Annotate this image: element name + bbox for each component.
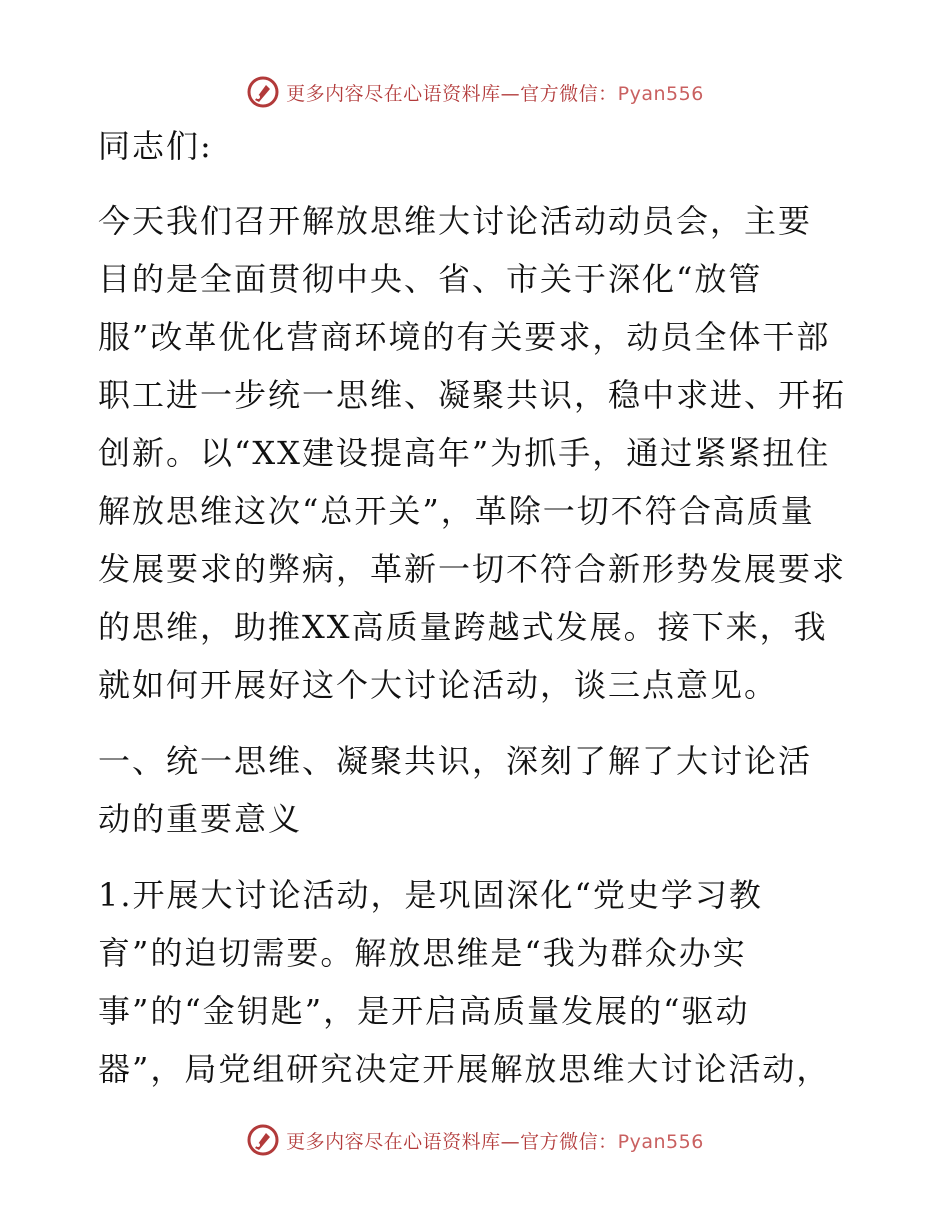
text-line: 发展要求的弊病，革新一切不符合新形势发展要求 <box>98 550 847 588</box>
text-line: 目的是全面贯彻中央、省、市关于深化“放管 <box>98 260 763 298</box>
text-line: 事”的“金钥匙”，是开启高质量发展的“驱动 <box>98 992 750 1030</box>
text-line: 器”，局党组研究决定开展解放思维大讨论活动， <box>98 1050 831 1088</box>
text-line: 的思维，助推XX高质量跨越式发展。接下来，我 <box>98 608 828 646</box>
text-line: 服”改革优化营商环境的有关要求，动员全体干部 <box>98 318 831 356</box>
text-line: 就如何开展好这个大讨论活动，谈三点意见。 <box>98 666 779 704</box>
text-line: 育”的迫切需要。解放思维是“我为群众办实 <box>98 934 747 972</box>
text-line: 创新。以“XX建设提高年”为抓手，通过紧紧扭住 <box>98 434 831 472</box>
watermark-text: 更多内容尽在心语资料库—官方微信：Pyan556 <box>286 82 704 105</box>
text-line: 解放思维这次“总开关”，革除一切不符合高质量 <box>98 492 815 530</box>
text-line: 1.开展大讨论活动，是巩固深化“党史学习教 <box>98 876 763 914</box>
heading-line: 一、统一思维、凝聚共识，深刻了解了大讨论活 <box>98 742 813 780</box>
watermark-footer <box>0 1120 950 1160</box>
greeting: 同志们: <box>98 127 213 165</box>
text-line: 今天我们召开解放思维大讨论活动动员会，主要 <box>98 202 813 240</box>
heading-line: 动的重要意义 <box>98 800 303 838</box>
pen-nib-circle-icon <box>246 1123 280 1157</box>
text-line: 职工进一步统一思维、凝聚共识，稳中求进、开拓 <box>98 376 847 414</box>
watermark-text: 更多内容尽在心语资料库—官方微信：Pyan556 <box>286 1130 704 1153</box>
